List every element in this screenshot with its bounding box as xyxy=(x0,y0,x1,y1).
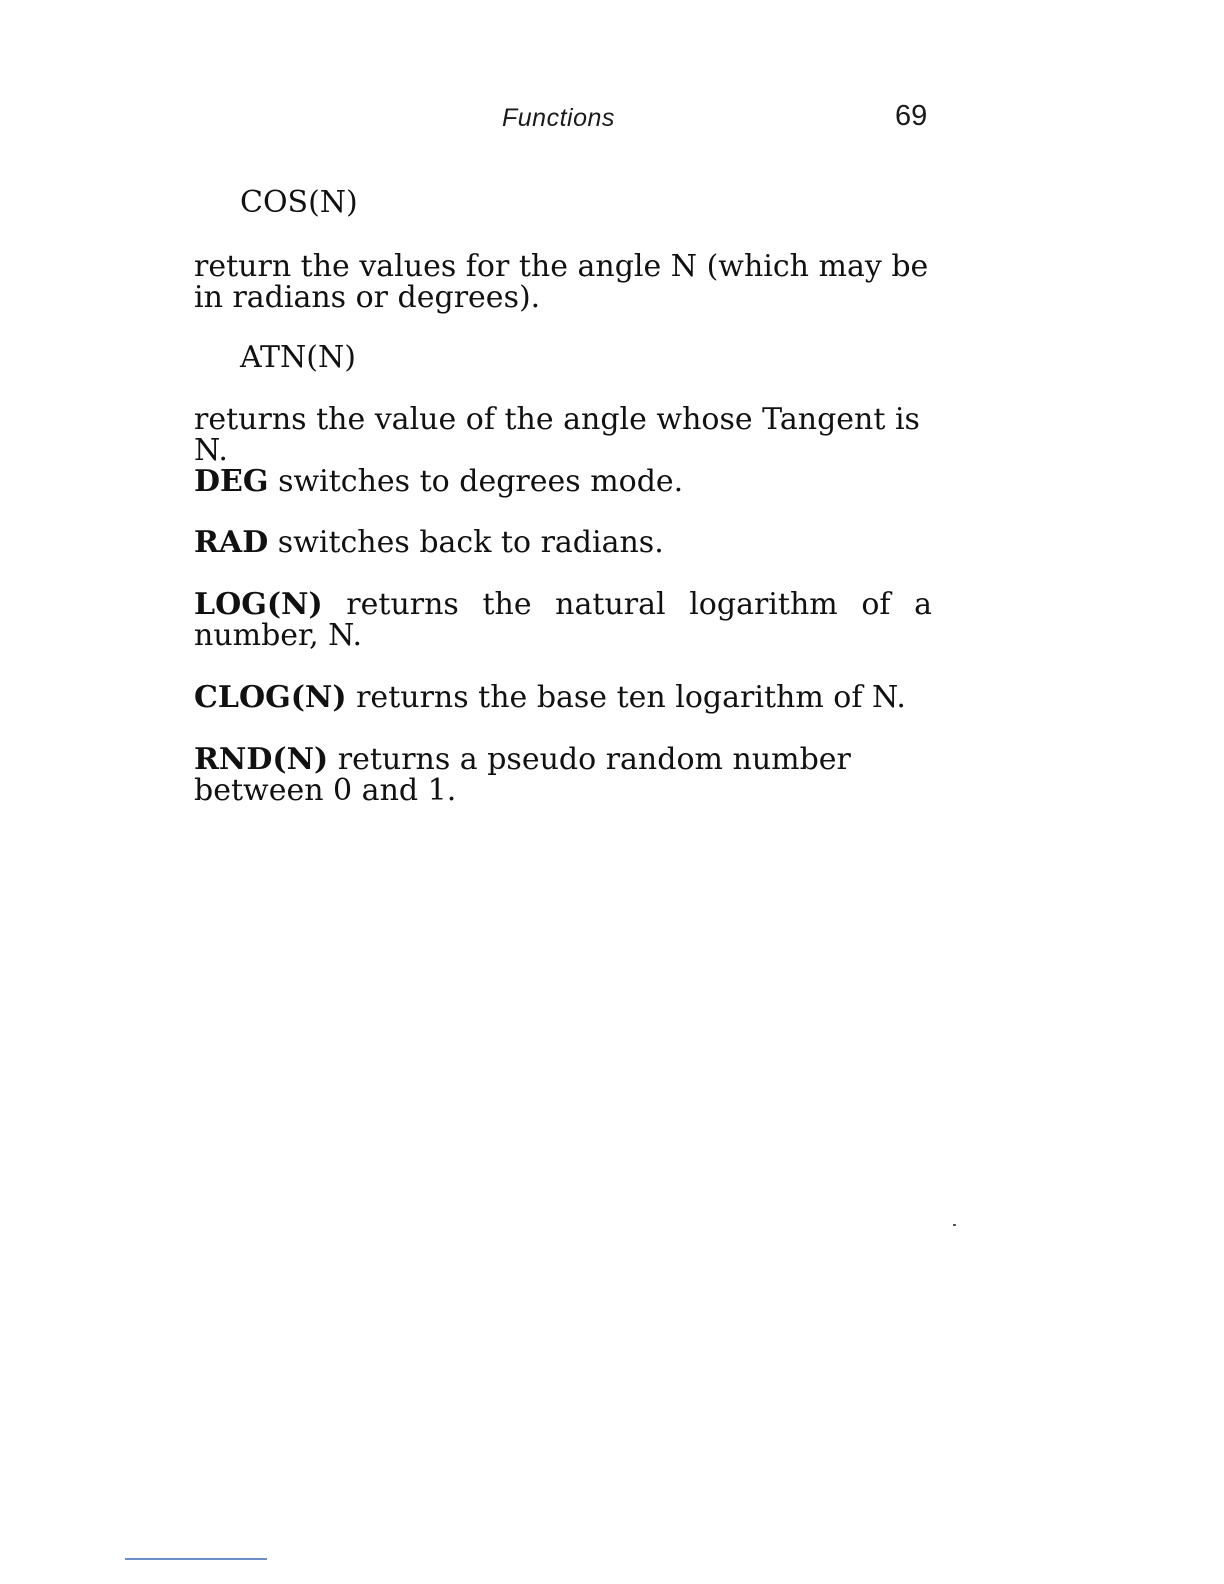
description-rad: switches back to radians. xyxy=(277,525,664,560)
keyword-clog: CLOG(N) xyxy=(194,680,347,715)
scan-speck xyxy=(953,1224,956,1226)
entry-rad xyxy=(194,527,932,558)
description-log: returns the natural logarithm of a number, N. xyxy=(194,587,932,653)
function-name-cos: COS(N) xyxy=(240,185,358,220)
keyword-rnd: RND(N) xyxy=(194,742,329,777)
keyword-rad: RAD xyxy=(194,525,269,560)
page-number: 69 xyxy=(895,100,928,132)
function-name-atn: ATN(N) xyxy=(240,340,356,375)
keyword-log: LOG(N) xyxy=(194,587,323,622)
description-clog: returns the base ten logarithm of N. xyxy=(356,680,906,715)
description-atn: returns the value of the angle whose Tangent is N. xyxy=(194,402,920,468)
description-deg: switches to degrees mode. xyxy=(278,464,684,499)
entry-rnd xyxy=(194,744,932,806)
footer-rule xyxy=(125,1558,267,1560)
running-head: Functions xyxy=(502,104,615,132)
entry-clog xyxy=(194,682,932,713)
entry-deg xyxy=(194,466,932,497)
description-cos: return the values for the angle N (which may be in radians or degrees). xyxy=(194,249,929,315)
entry-log xyxy=(194,589,932,651)
description-rnd: returns a pseudo random number between 0 and 1. xyxy=(194,742,851,808)
keyword-deg: DEG xyxy=(194,464,269,499)
